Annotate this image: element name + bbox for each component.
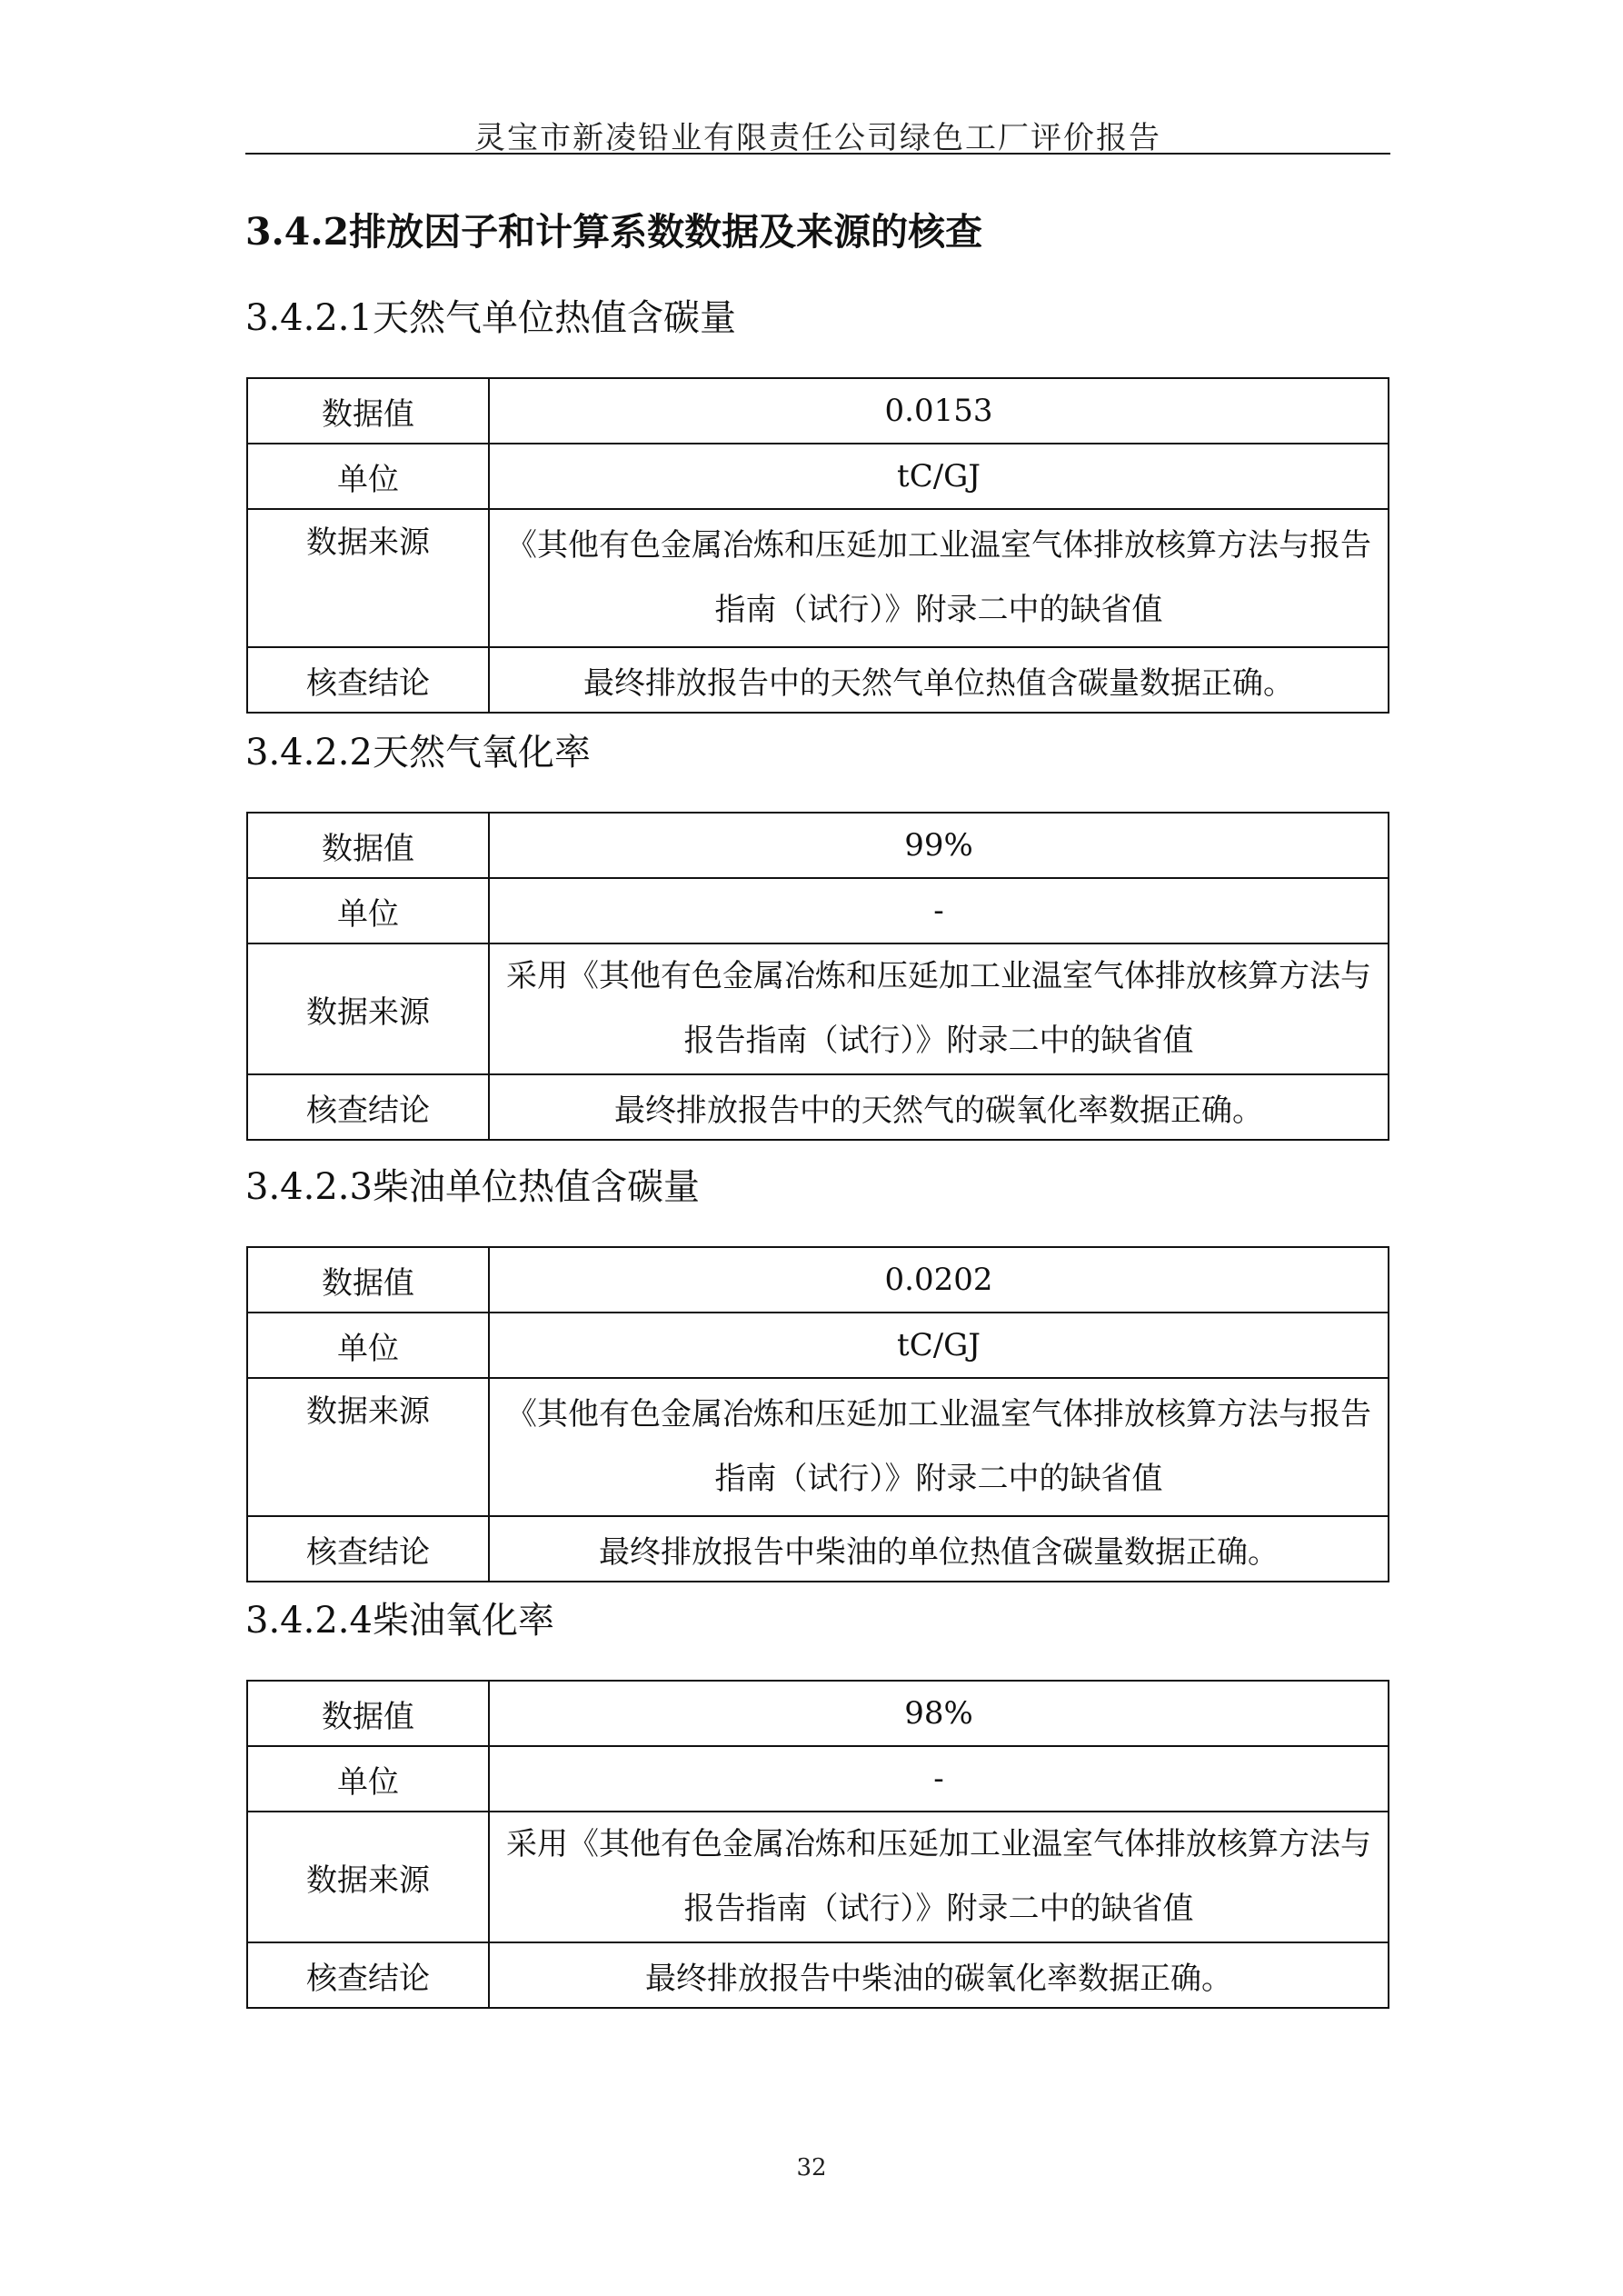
- factor-table: [246, 377, 1389, 714]
- unit-label: 单位: [247, 878, 489, 943]
- source-label: 数据来源: [247, 943, 489, 1074]
- header-rule: [245, 153, 1390, 155]
- factor-table: [246, 812, 1389, 1141]
- unit-cell: -: [489, 1746, 1389, 1812]
- unit-cell: -: [489, 878, 1389, 943]
- subsection-title: 3.4.2.2天然气氧化率: [245, 732, 591, 774]
- value-cell: 0.0202: [489, 1247, 1389, 1313]
- value-label: 数据值: [247, 1681, 489, 1746]
- unit-label: 单位: [247, 444, 489, 509]
- page-number: 32: [796, 2154, 827, 2181]
- source-cell: 《其他有色金属冶炼和压延加工业温室气体排放核算方法与报告指南（试行）》附录二中的缺省值: [489, 1378, 1389, 1516]
- source-cell: 采用《其他有色金属冶炼和压延加工业温室气体排放核算方法与报告指南（试行）》附录二中的缺省值: [489, 1812, 1389, 1942]
- conclusion-cell: 最终排放报告中的天然气单位热值含碳量数据正确。: [489, 647, 1389, 713]
- factor-table: [246, 1246, 1389, 1582]
- value-cell: 98%: [489, 1681, 1389, 1746]
- subsection-title: 3.4.2.4柴油氧化率: [245, 1600, 554, 1642]
- unit-cell: tC/GJ: [489, 1313, 1389, 1378]
- unit-cell: tC/GJ: [489, 444, 1389, 509]
- conclusion-label: 核查结论: [247, 1074, 489, 1140]
- source-cell: 《其他有色金属冶炼和压延加工业温室气体排放核算方法与报告指南（试行）》附录二中的缺省值: [489, 509, 1389, 647]
- conclusion-label: 核查结论: [247, 647, 489, 713]
- subsection-title: 3.4.2.1天然气单位热值含碳量: [245, 297, 736, 339]
- source-cell: 采用《其他有色金属冶炼和压延加工业温室气体排放核算方法与报告指南（试行）》附录二中的缺省值: [489, 943, 1389, 1074]
- source-label: 数据来源: [247, 1378, 489, 1516]
- running-header: 灵宝市新凌铅业有限责任公司绿色工厂评价报告: [474, 120, 1161, 156]
- unit-label: 单位: [247, 1313, 489, 1378]
- conclusion-label: 核查结论: [247, 1516, 489, 1582]
- source-label: 数据来源: [247, 509, 489, 647]
- subsection-title: 3.4.2.3柴油单位热值含碳量: [245, 1166, 700, 1208]
- value-cell: 99%: [489, 813, 1389, 878]
- value-label: 数据值: [247, 378, 489, 444]
- unit-label: 单位: [247, 1746, 489, 1812]
- source-label: 数据来源: [247, 1812, 489, 1942]
- section-title: 3.4.2排放因子和计算系数数据及来源的核查: [245, 210, 983, 254]
- value-cell: 0.0153: [489, 378, 1389, 444]
- conclusion-cell: 最终排放报告中柴油的碳氧化率数据正确。: [489, 1942, 1389, 2008]
- factor-table: [246, 1680, 1389, 2009]
- value-label: 数据值: [247, 1247, 489, 1313]
- conclusion-cell: 最终排放报告中的天然气的碳氧化率数据正确。: [489, 1074, 1389, 1140]
- value-label: 数据值: [247, 813, 489, 878]
- conclusion-label: 核查结论: [247, 1942, 489, 2008]
- conclusion-cell: 最终排放报告中柴油的单位热值含碳量数据正确。: [489, 1516, 1389, 1582]
